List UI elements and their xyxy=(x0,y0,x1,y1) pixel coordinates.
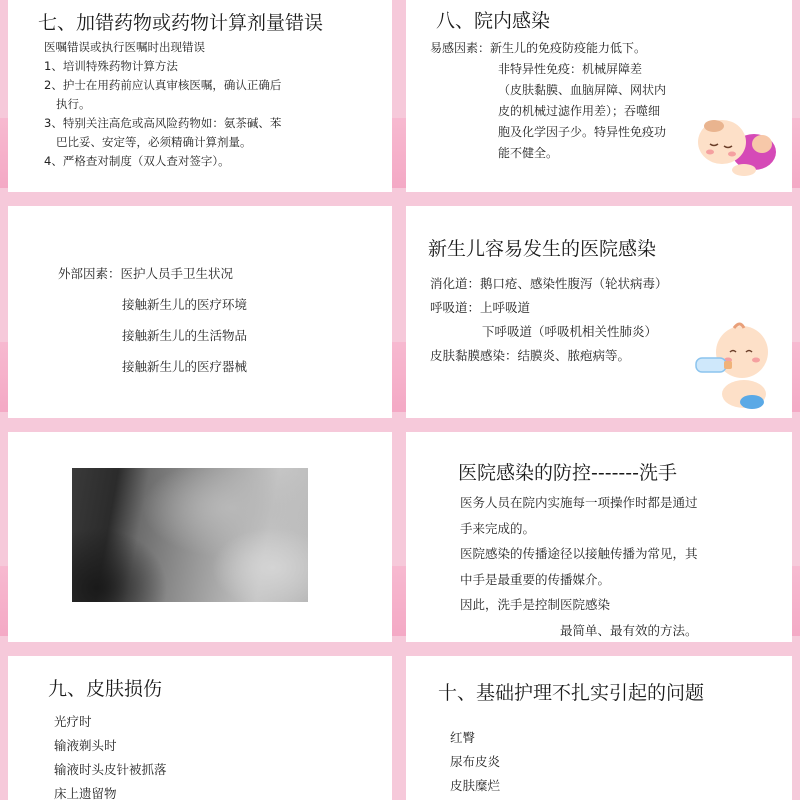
slide-1[interactable] xyxy=(8,0,392,192)
slide-title: 十、基础护理不扎实引起的问题 xyxy=(438,682,705,704)
slide-title: 九、皮肤损伤 xyxy=(48,678,163,700)
baby-bottle-icon xyxy=(694,316,776,416)
slide-title: 八、院内感染 xyxy=(436,10,551,32)
slide-6[interactable] xyxy=(406,432,792,642)
slide-body: 易感因素：新生儿的免疫防疫能力低下。 非特异性免疫：机械屏障差 （皮肤黏膜、血脑屏障、网状内 皮的机械过滤作用差）；吞噬细 胞及化学因子少。特异性免疫功 能不健全。 xyxy=(430,41,667,160)
slide-body: 消化道：鹅口疮、感染性腹泻（轮状病毒） 呼吸道：上呼吸道 下呼吸道（呼吸机相关性肺炎） 皮肤黏膜感染：结膜炎、脓疱病等。 xyxy=(430,276,668,363)
slide-7[interactable] xyxy=(8,656,392,800)
skin-photo xyxy=(72,468,308,602)
slide-body: 红臀 尿布皮炎 皮肤糜烂 xyxy=(450,730,501,793)
slide-body: 医务人员在院内实施每一项操作时都是通过 手来完成的。 医院感染的传播途径以接触传播为常见，其 中手是最重要的传播媒介。 因此，洗手是控制医院感染 最简单、最有效的方法。 xyxy=(460,495,698,638)
sleeping-baby-icon xyxy=(692,112,786,182)
slide-title: 七、加错药物或药物计算剂量错误 xyxy=(38,12,324,34)
slide-2[interactable] xyxy=(406,0,792,192)
slide-8[interactable] xyxy=(406,656,792,800)
slide-3[interactable] xyxy=(8,206,392,418)
slide-title: 新生儿容易发生的医院感染 xyxy=(428,238,657,260)
slide-title: 医院感染的防控-------洗手 xyxy=(458,462,677,484)
slide-body: 光疗时 输液剃头时 输液时头皮针被抓落 床上遗留物 xyxy=(54,714,167,800)
slide-body: 外部因素：医护人员手卫生状况 接触新生儿的医疗环境 接触新生儿的生活物品 接触新生儿的医疗器械 xyxy=(58,266,248,374)
slide-4[interactable] xyxy=(406,206,792,418)
slide-body: 医嘱错误或执行医嘱时出现错误 1、培训特殊药物计算方法 2、护士在用药前应认真审核医嘱，确认正确后 执行。 3、特别关注高危或高风险药物如：氨茶碱、苯 巴比妥、安定等，必须精确计算剂量。 4、严格查对制度（双人查对签字）。 xyxy=(44,40,282,168)
